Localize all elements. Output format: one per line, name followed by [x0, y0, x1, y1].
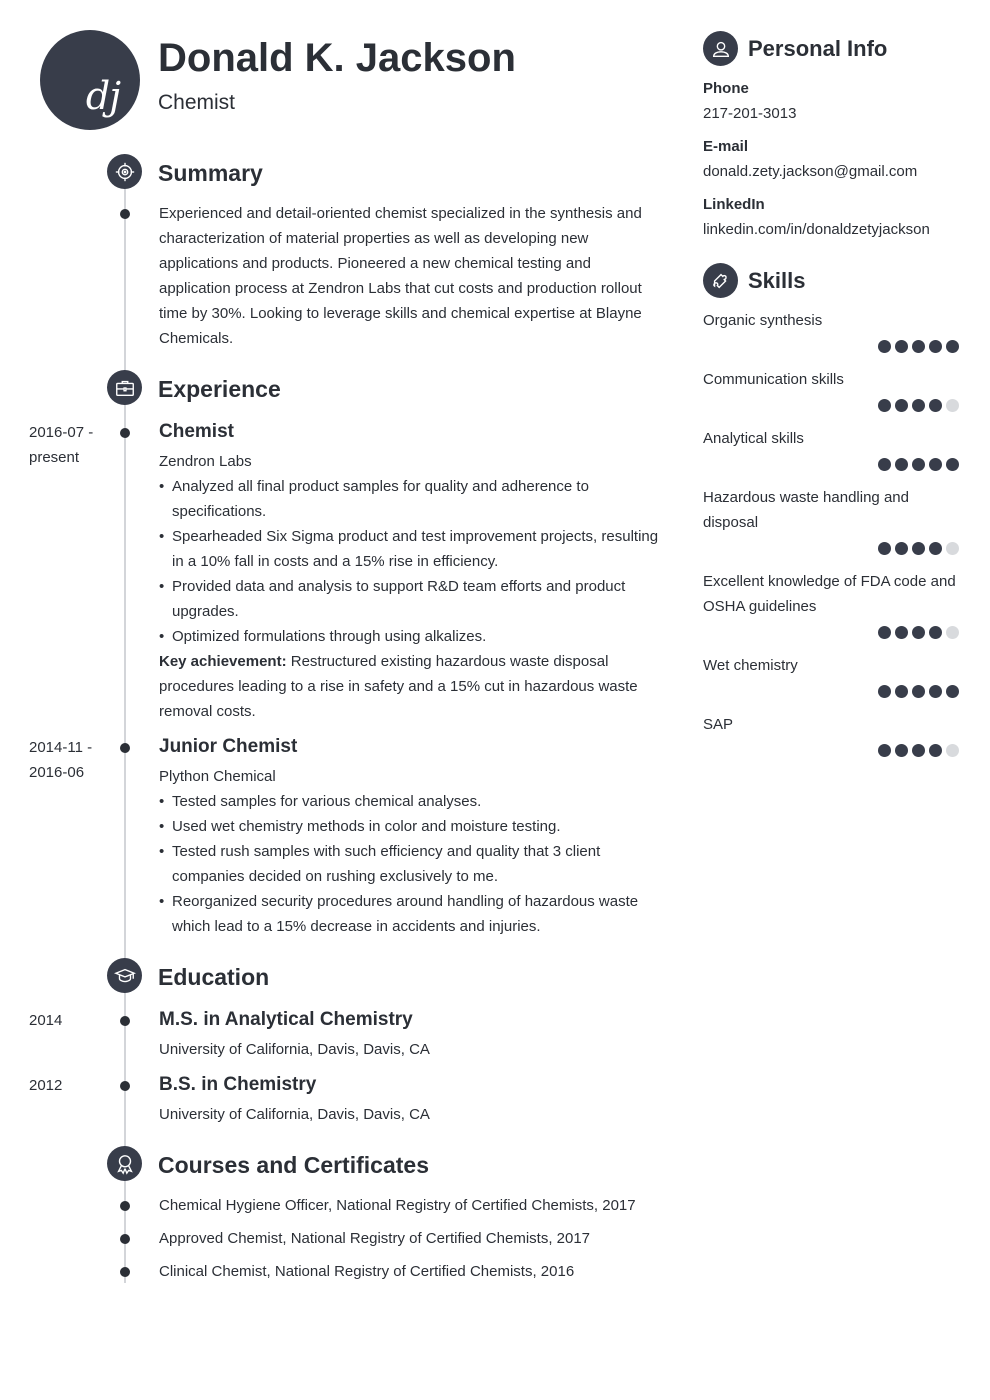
summary-heading: Summary	[158, 160, 263, 186]
experience-heading: Experience	[158, 376, 281, 402]
rating-dot	[912, 744, 925, 757]
job-company: Zendron Labs	[159, 453, 252, 470]
rating-dot	[929, 626, 942, 639]
rating-dot	[912, 626, 925, 639]
education-heading: Education	[158, 964, 270, 990]
email-label: E-mail	[703, 138, 749, 155]
skill-rating	[878, 685, 959, 698]
key-achievement-text: Restructured existing hazardous waste disposal procedures leading to a rise in safety and a 15% cut in hazardous waste removal costs.	[159, 653, 638, 720]
avatar	[40, 30, 140, 130]
job-bullet: • Provided data and analysis to support R&D team efforts and product upgrades.	[159, 574, 664, 624]
education-school: University of California, Davis, Davis, CA	[159, 1106, 430, 1123]
course-item: Approved Chemist, National Registry of Certified Chemists, 2017	[159, 1230, 591, 1247]
course-item: Clinical Chemist, National Registry of Certified Chemists, 2016	[159, 1263, 575, 1280]
job-bullet: • Used wet chemistry methods in color and moisture testing.	[159, 814, 664, 839]
skill-name: Wet chemistry	[703, 657, 798, 674]
rating-dot	[912, 340, 925, 353]
education-degree: B.S. in Chemistry	[159, 1074, 317, 1095]
timeline-dot	[120, 1234, 130, 1244]
skill-name: Communication skills	[703, 371, 844, 388]
skill-name: Organic synthesis	[703, 312, 823, 329]
rating-dot	[878, 458, 891, 471]
skill-name: Hazardous waste handling and disposal	[703, 489, 909, 531]
skills-heading: Skills	[748, 268, 806, 293]
summary-text: Experienced and detail-oriented chemist specialized in the synthesis and characterization of material properties as well as developing new applications and products. Pioneered a new chemical testing and application process at Zendron Labs that cut costs and production rollout time by 30%. Looking to leverage skills and chemical expertise at Blayne Chemicals.	[159, 205, 642, 347]
job-bullet: • Spearheaded Six Sigma product and test improvement projects, resulting in a 10% fall in costs and a 15% rise in efficiency.	[159, 524, 664, 574]
rating-dot	[895, 685, 908, 698]
rating-dot	[946, 626, 959, 639]
rating-dot	[912, 399, 925, 412]
job-bullet: • Optimized formulations through using alkalizes.	[159, 624, 664, 649]
rating-dot	[929, 542, 942, 555]
rating-dot	[878, 542, 891, 555]
rating-dot	[895, 340, 908, 353]
job-bullets	[159, 789, 664, 939]
skill-name: SAP	[703, 716, 734, 733]
linkedin-value: linkedin.com/in/donaldzetyjackson	[703, 221, 930, 238]
job-bullet: • Tested samples for various chemical analyses.	[159, 789, 664, 814]
linkedin-label: LinkedIn	[703, 196, 765, 213]
education-school: University of California, Davis, Davis, CA	[159, 1041, 430, 1058]
rating-dot	[929, 685, 942, 698]
target-icon	[107, 154, 142, 189]
job-bullets	[159, 474, 664, 649]
rating-dot	[946, 744, 959, 757]
timeline-dot	[120, 209, 130, 219]
email-value: donald.zety.jackson@gmail.com	[703, 163, 918, 180]
courses-heading: Courses and Certificates	[158, 1152, 429, 1178]
course-item: Chemical Hygiene Officer, National Registry of Certified Chemists, 2017	[159, 1197, 636, 1214]
award-ribbon-icon	[107, 1146, 142, 1181]
rating-dot	[912, 458, 925, 471]
personal-info-heading: Personal Info	[748, 36, 888, 61]
skill-rating	[878, 744, 959, 757]
puzzle-icon	[703, 263, 738, 298]
phone-value: 217-201-3013	[703, 105, 797, 122]
rating-dot	[946, 399, 959, 412]
timeline-dot	[120, 1267, 130, 1277]
rating-dot	[878, 626, 891, 639]
skill-rating	[878, 626, 959, 639]
timeline-dot	[120, 743, 130, 753]
rating-dot	[895, 542, 908, 555]
rating-dot	[895, 626, 908, 639]
rating-dot	[946, 458, 959, 471]
job-title: Junior Chemist	[159, 736, 298, 757]
rating-dot	[895, 458, 908, 471]
job-bullet: • Reorganized security procedures around handling of hazardous waste which lead to a 15% decrease in accidents and injuries.	[159, 889, 664, 939]
rating-dot	[878, 340, 891, 353]
key-achievement-label: Key achievement:	[159, 653, 287, 670]
rating-dot	[912, 685, 925, 698]
rating-dot	[878, 399, 891, 412]
timeline-dot	[120, 428, 130, 438]
job-company: Plython Chemical	[159, 768, 276, 785]
job-bullet: • Analyzed all final product samples for quality and adherence to specifications.	[159, 474, 664, 524]
rating-dot	[895, 744, 908, 757]
key-achievement	[159, 649, 664, 724]
skill-name: Excellent knowledge of FDA code and OSHA guidelines	[703, 573, 956, 615]
timeline-dot	[120, 1081, 130, 1091]
job-date: 2016-07 - present	[29, 424, 94, 466]
timeline-dot	[120, 1016, 130, 1026]
job-bullet: • Tested rush samples with such efficiency and quality that 3 client companies decided on rushing exclusively to me.	[159, 839, 664, 889]
rating-dot	[946, 542, 959, 555]
education-degree: M.S. in Analytical Chemistry	[159, 1009, 413, 1030]
education-year: 2014	[29, 1012, 63, 1029]
skill-rating	[878, 399, 959, 412]
rating-dot	[929, 340, 942, 353]
rating-dot	[878, 744, 891, 757]
job-date: 2014-11 - 2016-06	[29, 739, 93, 781]
rating-dot	[912, 542, 925, 555]
rating-dot	[878, 685, 891, 698]
timeline-dot	[120, 1201, 130, 1211]
skill-rating	[878, 542, 959, 555]
job-title: Chemist	[159, 421, 234, 442]
graduation-cap-icon	[107, 958, 142, 993]
candidate-name: Donald K. Jackson	[158, 36, 516, 80]
avatar-monogram: dj	[85, 74, 120, 118]
rating-dot	[946, 685, 959, 698]
candidate-title: Chemist	[158, 91, 236, 114]
briefcase-icon	[107, 370, 142, 405]
skill-name: Analytical skills	[703, 430, 804, 447]
education-year: 2012	[29, 1077, 63, 1094]
skill-rating	[878, 458, 959, 471]
person-icon	[703, 31, 738, 66]
rating-dot	[895, 399, 908, 412]
rating-dot	[929, 399, 942, 412]
skill-rating	[878, 340, 959, 353]
timeline-line	[124, 170, 126, 1283]
phone-label: Phone	[703, 80, 749, 97]
rating-dot	[929, 458, 942, 471]
rating-dot	[946, 340, 959, 353]
rating-dot	[929, 744, 942, 757]
